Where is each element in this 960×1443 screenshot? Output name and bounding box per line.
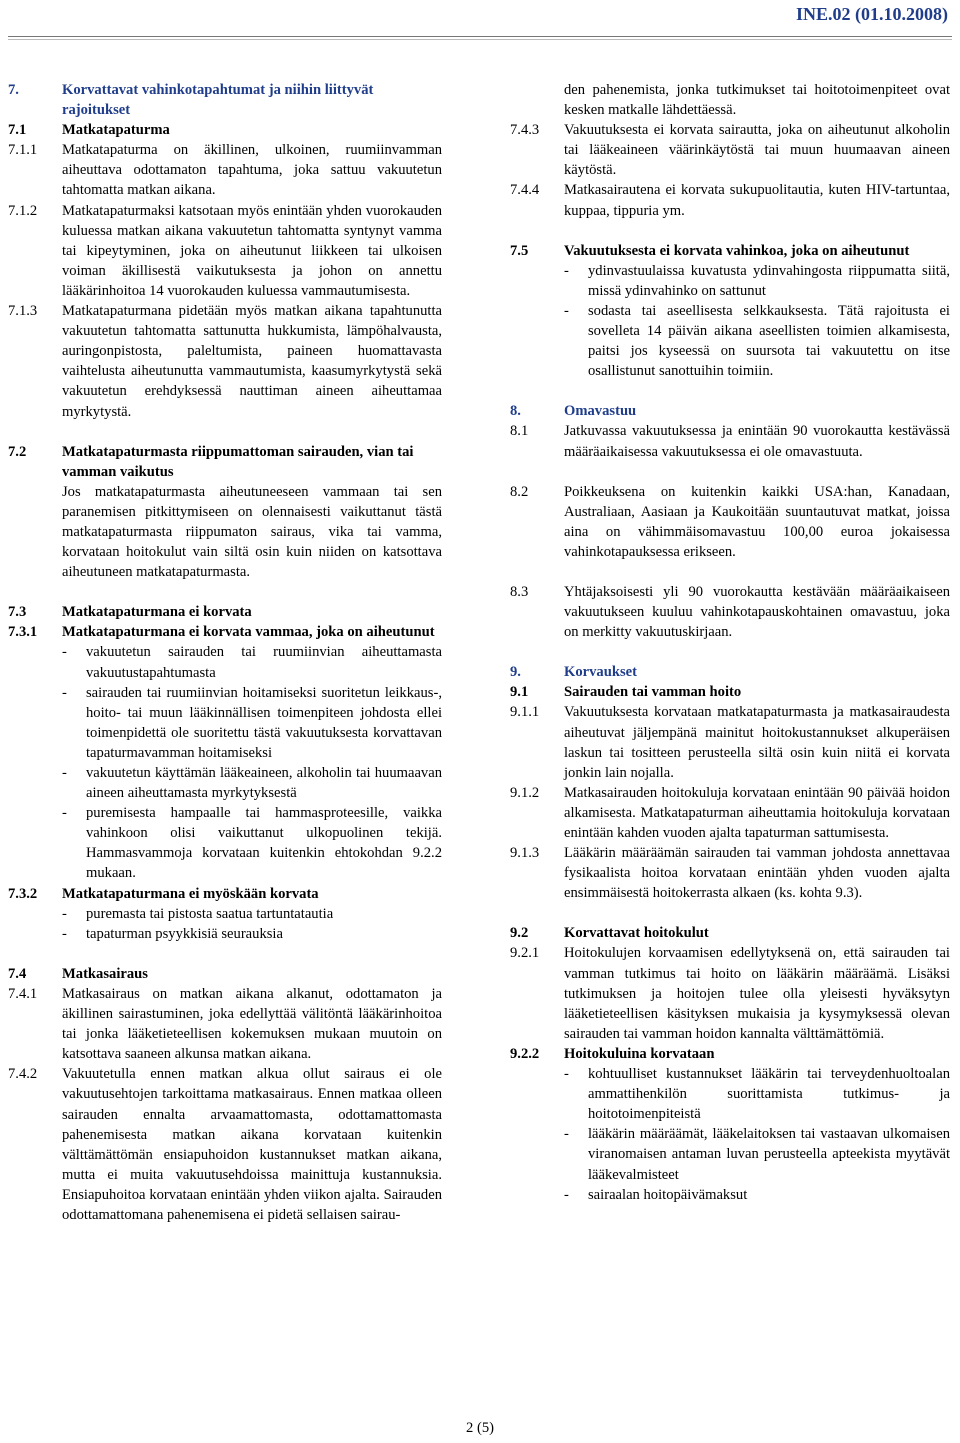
section-7-3-1-list [8, 642, 442, 883]
list-item: - puremisesta hampaalle tai hammasproteesille, vaikka vahinkoon olisi vaikuttanut ulkopuolinen tekijä. Hammasvammoja korvataan kuitenkin ehtokohdan 9.2.2 mukaan. [62, 803, 442, 883]
list-item: - kohtuulliset kustannukset lääkärin tai terveydenhuoltoalan ammattihenkilön suorittamista tutkimus- ja hoitotoimenpiteistä [564, 1064, 950, 1124]
section-7-1-2: 7.1.2 Matkatapaturmaksi katsotaan myös enintään yhden vuorokauden kuluessa matkan aikana vakuutetun tahtomatta syntynyt vamma tai kipeytyminen, joka on aiheutunut liikkeen tai ulkoisen voiman äkillisestä vaikutuksesta ja johon on annettu lääkärinhoitoa 14 vuorokauden kuluessa vammautumisesta. [8, 202, 442, 299]
section-9-1-heading: 9.1 Sairauden tai vamman hoito [510, 684, 742, 701]
section-7-3-2-heading: 7.3.2 Matkatapaturmana ei myöskään korvata [8, 885, 319, 902]
section-8-2: 8.2 Poikkeuksena on kuitenkin kaikki USA:han, Kanadaan, Australiaan, Aasiaan ja Kaukoitään suuntautuvat matkat, joissa aina on vähimmäisomavastuu 100,00 euroa jokaisessa vahinkotapauksessa erikseen. [510, 483, 950, 560]
section-8-1: 8.1 Jatkuvassa vakuutuksessa ja enintään 90 vuorokautta kestävässä määräaikaisessa vakuutuksessa ei ole omavastuuta. [510, 423, 950, 460]
list-item: - tapaturman psyykkisiä seurauksia [62, 924, 442, 944]
section-9-2-heading: 9.2 Korvattavat hoitokulut [510, 925, 709, 942]
section-7-1-heading: 7.1 Matkatapaturma [8, 122, 170, 139]
section-7-4-2-continued: den pahenemista, jonka tutkimukset tai hoitotoimenpiteet ovat kesken matkalle lähdettäessä. [564, 82, 950, 119]
section-7-heading: 7. Korvattavat vahinkotapahtumat ja niihin liittyvät rajoitukset [8, 82, 374, 119]
header-rule [8, 36, 952, 40]
list-item: - puremasta tai pistosta saatua tartuntatautia [62, 904, 442, 924]
header-code: INE.02 (01.10.2008) [796, 4, 948, 24]
section-9-1-3: 9.1.3 Lääkärin määräämän sairauden tai vamman johdosta annettavaa fysikaalista hoitoa korvataan enintään yhden vuoden ajalta ensimmäisestä hoitokerrasta alkaen (ks. kohta 9.3). [510, 845, 950, 902]
section-8-heading: 8. Omavastuu [510, 403, 637, 420]
section-7-4-3: 7.4.3 Vakuutuksesta ei korvata sairautta, joka on aiheutunut alkoholin tai lääkeaineen väärinkäytöstä tai muun huumaavan aineen käytöstä. [510, 122, 950, 179]
section-7-4-2: 7.4.2 Vakuutetulla ennen matkan alkua ollut sairaus ei ole vakuutusehtojen tarkoittama matkasairaus. Ennen matkaa olleen sairauden ennalta arvaamattomasta, odottamattomasta pahenemisesta matkan aikana korvataan kuitenkin välttämättömän ensiapuhoidon kustannukset matkan aikana, mutta ei muita vakuutusehdoissa mainittuja kustannuksia. Ensiapuhoitoa korvataan enintään yhden viikon ajalta. Sairauden odottamattomana pahenemisena ei pidetä sellaisen sairau- [8, 1066, 442, 1223]
section-7-2-text: Jos matkatapaturmasta aiheutuneeseen vammaan tai sen paranemisen pitkittymiseen on olennaisesti vaikuttanut tästä matkatapaturmasta riippumaton sairaus, vika tai vamma, korvataan hoitokulut vain siltä osin kuin niiden on katsottava aiheutuneen matkatapaturmasta. [62, 483, 442, 581]
section-7-3-1-heading: 7.3.1 Matkatapaturmana ei korvata vammaa, joka on aiheutunut [8, 624, 435, 641]
section-7-4-1: 7.4.1 Matkasairaus on matkan aikana alkanut, odottamaton ja äkillinen sairastuminen, joka edellyttää välitöntä lääkärinhoitoa tai jonka lääketieteellisen kokemuksen mukaan muutoin on katsottava saaneen alkunsa matkan aikana. [8, 985, 442, 1063]
section-7-4-4: 7.4.4 Matkasairautena ei korvata sukupuolitautia, kuten HIV-tartuntaa, kuppaa, tippuria ym. [510, 182, 950, 219]
list-item: - vakuutetun sairauden tai ruumiinvian aiheuttamasta vakuutustapahtumasta [62, 642, 442, 682]
section-7-1-1: 7.1.1 Matkatapaturma on äkillinen, ulkoinen, ruumiinvamman aiheuttava odottamaton tapahtuma, joka sattuu vakuutetun tahtomatta matkan aikana. [8, 142, 442, 199]
list-item: - sodasta tai aseellisesta selkkauksesta. Tätä rajoitusta ei sovelleta 14 päivän aikana aseellisten toimien alkamisesta, paitsi jos kyseessä on suursota tai vakuutettu on itse osallistunut sanottuihin toimiin. [564, 301, 950, 381]
section-7-5-heading: 7.5 Vakuutuksesta ei korvata vahinkoa, joka on aiheutunut [510, 242, 910, 259]
section-8-3: 8.3 Yhtäjaksoisesti yli 90 vuorokautta kestävään määräaikaiseen vakuutukseen kuuluu vahinkotapauskohtainen omavastuu, joka on merkitty vakuutuskirjaan. [510, 583, 950, 641]
section-9-2-1: 9.2.1 Hoitokulujen korvaamisen edellytyksenä on, että sairauden tai vamman tutkimus tai hoito on lääkärin määräämä. Lisäksi tutkimuksen ja hoitojen tulee olla yleisesti hyväksytyn lääketieteellisen käsityksen mukaisia ja kysymyksessä olevan sairauden tai vamman hoidon kannalta välttämättömiä. [510, 945, 950, 1042]
right-column [510, 80, 950, 1205]
list-item: - sairauden tai ruumiinvian hoitamiseksi suoritetun leikkaus-, hoito- tai muun lääkinnällisen toimenpiteen johdosta ellei toimenpidettä ole suoritettu tästä vakuutuksesta korvattavan tapaturmavamman hoitamiseksi [62, 683, 442, 763]
list-item: - lääkärin määräämät, lääkelaitoksen tai vastaavan ulkomaisen viranomaisen antaman luvan perusteella apteekista myytävät lääkevalmisteet [564, 1124, 950, 1184]
section-9-2-2-list [510, 1064, 950, 1205]
section-9-1-2: 9.1.2 Matkasairauden hoitokuluja korvataan enintään 90 päivää hoidon alkamisesta. Matkatapaturman aiheuttamia hoitokuluja korvataan enintään kahden vuoden ajalta tapaturman sattumisesta. [510, 784, 950, 841]
section-9-2-2-heading: 9.2.2 Hoitokuluina korvataan [510, 1045, 715, 1062]
section-7-5-list [510, 261, 950, 382]
section-7-2-heading: 7.2 Matkatapaturmasta riippumattoman sairauden, vian tai vamman vaikutus [8, 443, 414, 480]
section-7-3-heading: 7.3 Matkatapaturmana ei korvata [8, 604, 252, 621]
page-number: 2 (5) [466, 1420, 494, 1436]
section-9-heading: 9. Korvaukset [510, 664, 637, 681]
section-7-1-3: 7.1.3 Matkatapaturmana pidetään myös matkan aikana tapahtunutta vakuutetun tahtomatta sattunutta hukkumista, lämpöhalvausta, auringonpistosta, paleltumista, paineen huomattavasta vaihtelusta aiheutunutta vammautumista, kaasumyrkytystä sekä vakuutetun erehdyksessä nauttiman aineen aiheuttamaa myrkytystä. [8, 303, 442, 420]
list-item: - ydinvastuulaissa kuvatusta ydinvahingosta riippumatta siitä, missä ydinvahinko on sattunut [564, 261, 950, 301]
section-7-3-2-list [8, 904, 442, 944]
list-item: - vakuutetun käyttämän lääkeaineen, alkoholin tai huumaavan aineen aiheuttamasta myrkytyksestä [62, 763, 442, 803]
section-7-4-heading: 7.4 Matkasairaus [8, 965, 148, 982]
list-item: - sairaalan hoitopäivämaksut [564, 1185, 950, 1205]
left-column [8, 80, 442, 1225]
section-9-1-1: 9.1.1 Vakuutuksesta korvataan matkatapaturmasta ja matkasairaudesta aiheutuvat jäljempänä mainitut hoitokustannukset alkuperäisen laskun tai tositteen perusteella siltä osin kuin niitä ei korvata jonkin lain nojalla. [510, 704, 950, 781]
